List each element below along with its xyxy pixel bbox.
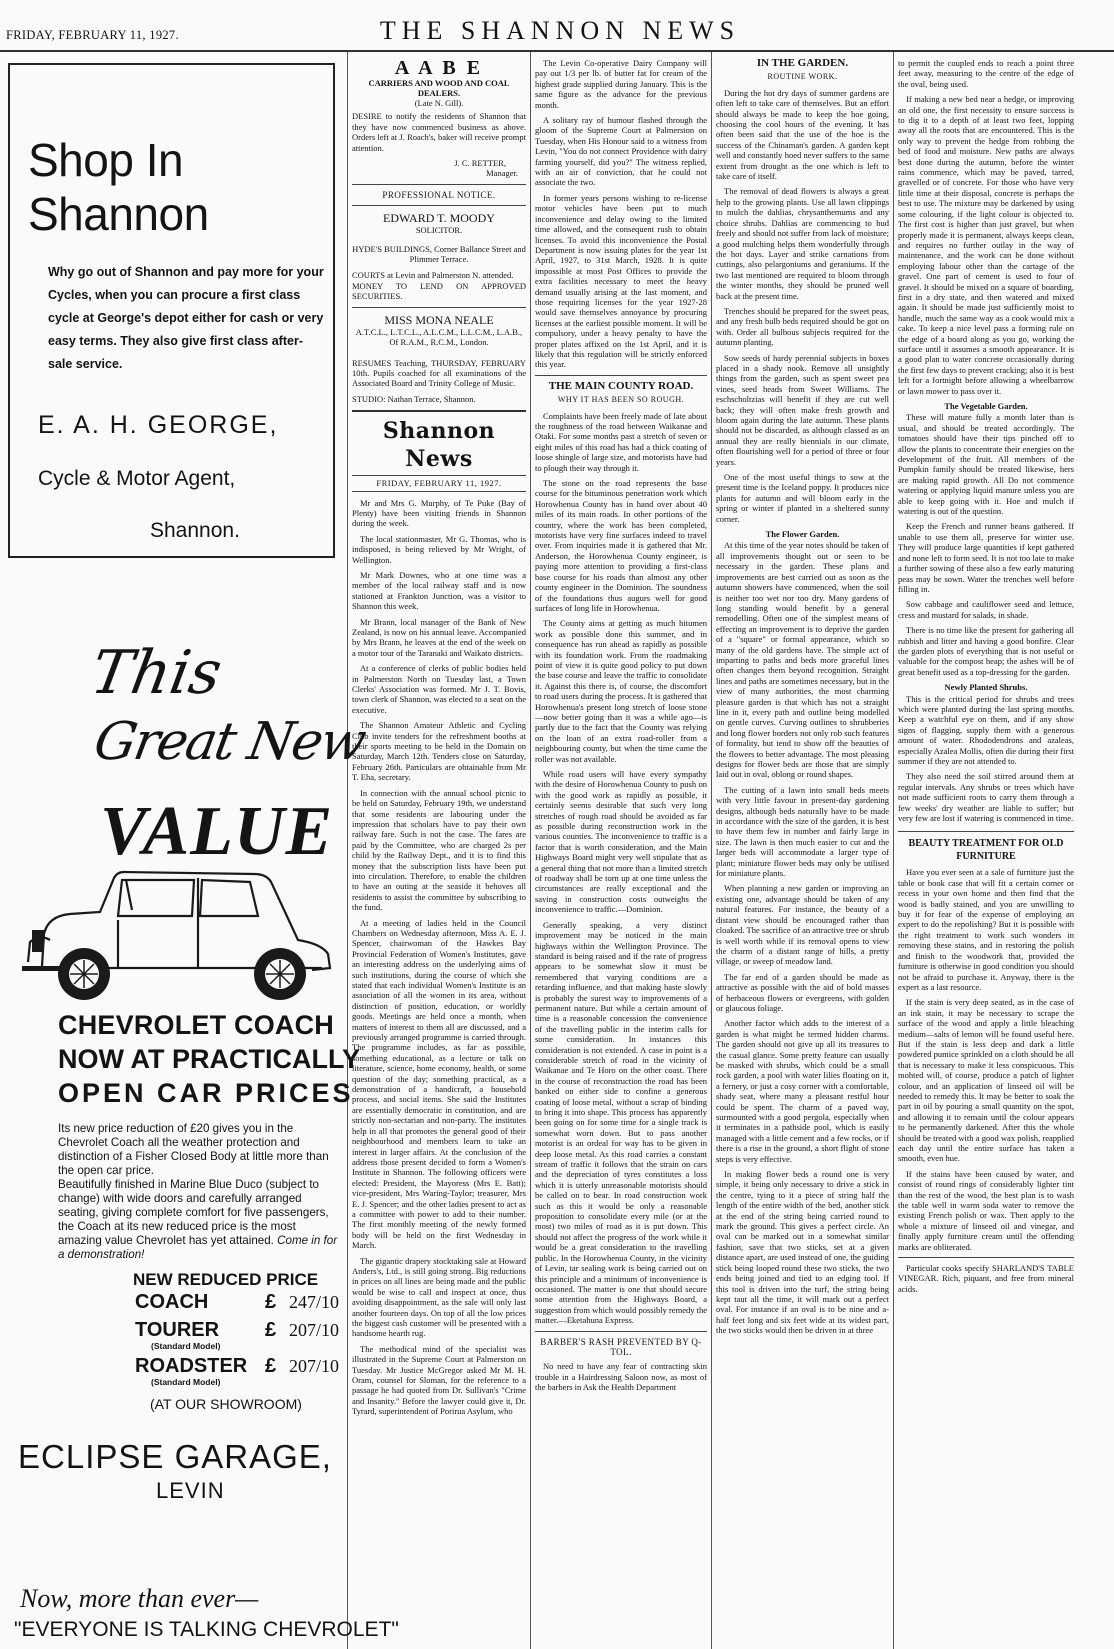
neale-name: MISS MONA NEALE bbox=[384, 312, 494, 327]
flower-paragraph: In making flower beds a round one is very simple, it being only necessary to drive a stick in the centre, tying to it a piece of string half the length of the entire width of the bed, another stick at the end of the string being carried round to mark the ground. This gives a perfect circle. An oval can be marked out in a somewhat similar fashion, save that two sticks, set at a given distance apart, are used instead of one, the guiding stick being looped round these two sticks, the two ends being joined and tied to an edging tool. If this tool is driven into the turf, the string being kept taut all the time, it will mark out a perfect oval. For instance if an oval is to be nine and a-half feet long and six feet wide at its widest part, the two sticks would then be driven in at three bbox=[716, 1169, 889, 1336]
column-divider bbox=[530, 52, 531, 1649]
flower-paragraph: The far end of a garden should be made as attractive as possible with the aid of bold masses of herbaceous flowers or evergreens, with golden or glaucous foliage. bbox=[716, 971, 889, 1013]
price-row-roadster bbox=[135, 1355, 345, 1389]
ad-headline-3: OPEN CAR PRICES bbox=[58, 1078, 354, 1108]
garden-paragraph: If making a new bed near a hedge, or improving an old one, the first necessity to ensure success is to dig it to a depth of at least two feet, lopping away all the roots that are encountered. This is the only way to prevent the hedge from robbing the bed of food and moisture. New paths are always best done during the autumn, before the winter rains commence, which may be paved, tarred, gravelled or of concrete. For those who have very little time at their disposal, concrete is perhaps the best to use. The mixture may be darkened by using some colouring, if the light colour is objected to. The first cost is higher than just gravel, but when properly made it is permanent, always keeps clean, and requires no further outlay in the way of maintenance, and the work can be done without employing labour other than the cartage of the gravel. One part of cement is used to four of gravel. It should be mixed on a square of boarding, first in a dry state, and then watered and mixed again. It should be made just sufficiently moist to handle, much the same way as a cook would mix a cake. To keep a nice level pass a forming rule on the edge of a board along as you go, working the surface until it assumes a smooth appearance. It is a good plan to water concrete occasionally during the first few days to prevent cracking; also it is best left for a fortnight before allowing a wheelbarrow or lawn mower to pass over it. bbox=[898, 94, 1074, 396]
column-divider bbox=[347, 52, 348, 1649]
car-illustration bbox=[22, 870, 340, 1002]
column-2 bbox=[352, 58, 526, 1649]
divider bbox=[352, 184, 526, 185]
news-paragraph: The local stationmaster, Mr G. Thomas, who is indisposed, is being relieved by Mr Wright, of Wellington. bbox=[352, 533, 526, 565]
aabe-sign-1: J. C. RETTER, bbox=[454, 158, 506, 169]
garden-paragraph: The removal of dead flowers is always a great help to the growing plants. Use all lawn clippings to mulch the dahlias, chrysanthemums and any choice shrubs. Dahlias are commencing to bud freely and should not suffer from lack of moisture; a good mulching helps them wonderfully through the hot days. Layer and strike carnations from cuttings, also pelargoniums and geraniums. If the two last mentioned are required to bloom through the winter months, they should be pruned well back at the present time. bbox=[716, 186, 889, 301]
divider bbox=[352, 410, 526, 412]
flower-paragraph: At this time of the year notes should be taken of all improvements thought out or seen to be necessary in the garden. These plans and improvements are best carried out as soon as the autumn showers have commenced, when the soil is neither too wet nor too dry. Many gardens of long standing would benefit by a general remodelling. Often one of the simplest means of effecting an improvement is to deprive the garden of a "square" or formal appearance, which so many of the old gardens have. The simple act of imparting to paths and beds more graceful lines often changes them beyond recognition. Straight lines and paths are sometimes necessary, but in the view of many authorities, the most charming pleasure garden is that which has not a straight line in it, every path and outline being modelled on gentle curves. Curving outlines to shrubberies and long flower borders not only rob such features of formality, but tend to show off the beauties of the flowers to better advantage. The most pleasing designs for flower beds are those that are simply laid out in oval, oblong or round shapes. bbox=[716, 540, 889, 780]
ad-body-2-text: Beautifully finished in Marine Blue Duco (subject to change) with wide doors and carefully arranged seating, giving complete comfort for five passengers, the Coach at its new reduced price is the most amazing value Chevrolet has yet attained. bbox=[58, 1178, 329, 1247]
flower-heading: The Flower Garden. bbox=[765, 529, 840, 540]
garden-paragraph: Sow seeds of hardy perennial subjects in boxes placed in a shady nook. Remove all unsightly things from the garden, such as spent sweet pea vines, seed heads from Sweet Williams. The eschscholtzias will benefit if they are cut well back; they will often make fresh growth and bloom again during the late autumn. These plants should not be discarded, as although classed as an annual they are really biennials in our climate, often flourishing well for a period of three or four years. bbox=[716, 352, 889, 467]
news-paragraph: At a conference of clerks of public bodies held in Palmerston North on Tuesday last, a Town Clerks' Association was formed. Mr J. T. Bovis, town clerk of Shannon, was elected to a seat on the executive. bbox=[352, 663, 526, 715]
neale-studio: STUDIO: Nathan Terrace, Shannon. bbox=[352, 393, 476, 404]
ad-merchant-name: E. A. H. GEORGE, bbox=[38, 411, 279, 439]
ad-script-this: This bbox=[85, 638, 227, 708]
price-currency: £ bbox=[265, 1355, 277, 1377]
news-paragraph: The Shannon Amateur Athletic and Cycling Club invite tenders for the refreshment booths at their sports meeting to be held in the Domain on Saturday, March 12th. Tenders close on Saturday, February 26th. Particulars are obtainable from Mr T. Eha, secretary. bbox=[352, 720, 526, 783]
vegetable-paragraph: There is no time like the present for gathering all rubbish and litter and having a good bonfire. Clear the garden plots of everything that is not useful or valuable for the compost heap; the ashes will be of great benefit used as a top-dressing for the garden. bbox=[898, 625, 1074, 677]
divider bbox=[535, 1331, 707, 1332]
divider bbox=[352, 307, 526, 308]
garage-town: LEVIN bbox=[156, 1478, 225, 1503]
price-currency: £ bbox=[265, 1319, 277, 1341]
beauty-title: BEAUTY TREATMENT FOR OLD FURNITURE bbox=[908, 838, 1064, 863]
news-date: FRIDAY, FEBRUARY 11, 1927. bbox=[352, 475, 526, 491]
news-paragraph: Mr Mark Downes, who at one time was a member of the local railway staff and is now stationed at Frankton Junction, was a visitor to Shannon this week. bbox=[352, 569, 526, 612]
ad-tagline-1: Now, more than ever— bbox=[20, 1584, 259, 1613]
price-heading: NEW REDUCED PRICE bbox=[133, 1270, 319, 1289]
road-title: THE MAIN COUNTY ROAD. bbox=[548, 379, 694, 392]
garage-name: ECLIPSE GARAGE, bbox=[18, 1438, 332, 1475]
vegetable-paragraph: Keep the French and runner beans gathered. If unable to use them all, preserve for winter use. They will produce large quantities if kept gathered and none left to form seed. It is not too late to make a further sowing of these also a few early maturing peas may be sown. Water the trenches well before filling in. bbox=[898, 521, 1074, 594]
shrub-heading: Newly Planted Shrubs. bbox=[944, 682, 1028, 693]
moody-address: HYDE'S BUILDINGS, Corner Ballance Street and Plimmer Terrace. bbox=[352, 243, 526, 265]
neale-of: Of R.A.M., R.C.M., London. bbox=[389, 337, 489, 348]
aabe-sign-2: Manager. bbox=[486, 168, 518, 179]
beauty-paragraph: If the stain is very deep seated, as in the case of an ink stain, it may be necessary to scrape the surface of the wood and apply a little bleaching medium—salts of lemon will be found useful here. But if the stain is less deep and dark a little powdered pumice sprinkled on a cloth should be all that is necessary to make it less conspicuous. This mohted will, of course, produce a patch of lighter colour, and an application of linseed oil will be needed to remedy this. It may be better to soak the part in oil by pouring a small quantity on the spot, and allowing it to remain until the colour appears to be permanently darkened. After this the whole should be treated with a good wax polish, reapplied each day until the entire surface has taken a smooth, even hue. bbox=[898, 997, 1074, 1164]
price-currency: £ bbox=[265, 1291, 277, 1313]
ad-headline-2: NOW AT PRACTICALLY bbox=[58, 1044, 360, 1074]
vegetable-heading: The Vegetable Garden. bbox=[944, 401, 1028, 411]
news-paragraph: In former years persons wishing to re-license motor vehicles have been put to much inconvenience and delay owing to the limited time allowed, and the consequent rush to obtain licenses. To avoid this inconvenience the Postal Department is now issuing plates for the year 1st April, 1927, to 31st March, 1928. It is quite impossible at most Post Offices to provide the extra facilities necessary to meet the heavy demand usually arising at the last moment, and those requiring licenses for the year 1927-28 would save themselves annoyance by procuring licenses at the earliest possible moment. It will be compulsory, under a heavy penalty to have the proper plates affixed on the 1st April, and it is likely that this regulation will be strictly enforced this year. bbox=[535, 192, 707, 370]
column-divider bbox=[893, 52, 894, 1649]
vegetable-paragraph: Sow cabbage and cauliflower seed and lettuce, cress and mustard for salads, in shade. bbox=[898, 599, 1074, 620]
professional-notice: PROFESSIONAL NOTICE. bbox=[382, 189, 496, 200]
beauty-paragraph: If the stains have been caused by water, and consist of round rings of considerably lighter tint than the rest of the wood, the best plan is to wash the table well in warm soda water to remove the existing French polish or wax. Then apply to the whole a mixture of linseed oil and vinegar, and finally apply furniture cream until the offending marks are obliterated. bbox=[898, 1168, 1074, 1252]
price-value: 247/10 bbox=[289, 1292, 340, 1312]
divider bbox=[535, 375, 707, 376]
price-row-tourer bbox=[135, 1319, 345, 1353]
ad-body-2-emphasis: Come in for a demonstration! bbox=[58, 1234, 338, 1261]
price-model: COACH bbox=[135, 1291, 209, 1313]
shrub-paragraph: They also need the soil stirred around them at regular intervals. Any shrubs or trees which have not made sufficient roots to carry them through a few weeks' dry weather are liable to suffer; but very few are lost if watering is commenced in time. bbox=[898, 771, 1074, 824]
cooks-notice: Particular cooks specify SHARLAND'S TABLE VINEGAR. Rich, piquant, and free from mineral acids. bbox=[898, 1263, 1074, 1294]
column-5 bbox=[898, 58, 1074, 1649]
price-value: 207/10 bbox=[289, 1320, 340, 1340]
ad-tagline-2: "EVERYONE IS TALKING CHEVROLET" bbox=[14, 1618, 399, 1641]
news-paragraph: The Levin Co-operative Dairy Company will pay out 1/3 per lb. of butter fat for cream of the highest grade supplied during January. This is the same figure as the advance for the previous month. bbox=[535, 58, 707, 110]
showroom-note: (AT OUR SHOWROOM) bbox=[150, 1396, 302, 1412]
ad-headline-1: CHEVROLET COACH bbox=[58, 1010, 335, 1040]
garden-paragraph: One of the most useful things to sow at the present time is the Iceland poppy. It produces nice plants for autumn and will bloom early in the spring or winter if planted in a sheltered sunny corner. bbox=[716, 472, 889, 524]
moody-title: SOLICITOR. bbox=[415, 225, 463, 236]
news-title: Shannon News bbox=[382, 418, 496, 473]
flower-paragraph: When planning a new garden or improving an existing one, advantage should be taken of any natural features. For instance, the beauty of a distant view should be encouraged rather than cloaked. The sacrifice of an attractive tree or shrub is well worth while if its removal opens to view the charm of a distant range of hills, a pretty village, or sweep of meadow land. bbox=[716, 883, 889, 967]
moody-courts: COURTS at Levin and Palmerston N. attended. bbox=[352, 270, 514, 281]
flower-paragraph: The cutting of a lawn into small beds meets with very little favour in present-day gardening designs, although beds naturally have to be made in accordance with the size of the garden, it is best to have them few in number and fairly large in size. The lawn is then much easier to cut and the larger beds will accommodate a larger type of plant; miniature flower beds may only be utilised for miniature plants. bbox=[716, 784, 889, 879]
ad-headline: Shop In Shannon bbox=[28, 134, 209, 240]
flower-paragraph: Another factor which adds to the interest of a garden is what might be termed hidden charms. The garden should not give up all its treasures to the casual glance. Some pretty feature can usually be masked with shrubs, which could be a small rock garden, a pool with water lilies floating on it, a fernery, or just a cosy corner with a comfortable, shady seat, where many a pleasant restful hour could be spent. The charm of a paved way, surmounted with a good pergola, especially when it terminates in a pathside pool, which is easily managed with a little cement and a few rocks, or if there is a rise in the ground, a short flight of stone steps is very effective. bbox=[716, 1018, 889, 1164]
masthead-rule bbox=[0, 50, 1114, 52]
divider bbox=[898, 1257, 1074, 1258]
price-note: (Standard Model) bbox=[151, 1341, 221, 1351]
garden-paragraph: Trenches should be prepared for the sweet peas, and any fresh bulb beds required should be got on with. Order all bulbous subjects required for the autumn planting. bbox=[716, 305, 889, 348]
aabe-body: DESIRE to notify the residents of Shannon that they have now commenced business as above. Orders left at J. Roach's, baker will receive prompt attention. bbox=[352, 111, 526, 153]
barber-title: BARBER'S RASH PREVENTED BY Q-TOL. bbox=[540, 1336, 702, 1357]
garden-title: IN THE GARDEN. bbox=[756, 58, 849, 69]
ad-body-1: Its new price reduction of £20 gives you in the Chevrolet Coach all the weather protection and distinction of a Fisher Closed Body at little more than the open car price. bbox=[58, 1122, 329, 1177]
beauty-paragraph: Have you ever seen at a sale of furniture just the table or book case that will fit a certain corner or recess in your own home and then find that the wood is badly stained, and you are unwilling to buy it for fear of the expense of employing an expert to do the repolishing? But it is possible with the right treatment to work such wonders in removing these stains, and in restoring the polish and finish to the woodwork that, provided the furniture is otherwise in good condition you should not be afraid to purchase it. Anyway, there is the expert as a last resource. bbox=[898, 867, 1074, 992]
masthead-title: THE SHANNON NEWS bbox=[379, 16, 741, 45]
news-paragraph: The gigantic drapery stocktaking sale at Howard Anders's, Ltd., is still going strong. Big reductions in prices on all lines are being made and the public would be wise to call and inspect at once, thus avoiding disappointment, as the sale will only last another fourteen days. On top of all the low prices the biggest cash customer will be presented with a handsome hearth rug. bbox=[352, 1255, 526, 1339]
moody-name: EDWARD T. MOODY bbox=[383, 211, 495, 226]
ad-script-value: VALUE bbox=[100, 793, 334, 870]
road-subtitle: WHY IT HAS BEEN SO ROUGH. bbox=[557, 395, 685, 405]
column-divider bbox=[711, 52, 712, 1649]
price-row-coach bbox=[135, 1291, 345, 1315]
road-paragraph: While road users will have every sympathy with the desire of Horowhenua County to push on with the good work as rapidly as possible, it certainly seems desirable that such very long stretches of rough road should be avoided as far as possible during reconstruction work in the various counties. The inconvenience to traffic is a factor that is worth consideration, and the Main Highways Board might very well stipulate that as a general thing that not more than a limited stretch of roadway shall be torn up at one time unless the circumstances are really exceptional and the saving in construction costs outweighs the inconvenience to traffic.—Dominion. bbox=[535, 769, 707, 915]
news-paragraph: The methodical mind of the specialist was illustrated in the Supreme Court at Palmerston on Tuesday. Mr Justice McGregor asked Mr M. H. Oram, counsel for Sloman, for the reference to a passage he had quoted from Dr. Sullivan's "Crime and Insanity." Before the lawyer could give it, Dr. Tyrard, superintendent of Porirua Asylum, who bbox=[352, 1343, 526, 1417]
vegetable-paragraph: These will mature fully a month later than is usual, and should be treated accordingly. The tomatoes should have their tips pinched off to allow the plants to concentrate their energies on the development of the fruit. All members of the Pumpkin family should be treated likewise, hers are making rapid growth. All Do not commence watering or applying liquid manure unless you are able to keep going with it. Hoe and mulch if watering is out of the question. bbox=[898, 412, 1074, 517]
moody-money: MONEY TO LEND ON APPROVED SECURITIES. bbox=[352, 280, 526, 302]
column-3 bbox=[535, 58, 707, 1649]
news-paragraph: At a meeting of ladies held in the Council Chambers on Wednesday afternoon, Miss A. E. J. Spencer, chairwoman of the Hawkes Bay Provincial Federation of Women's Institutes, gave an interesting address on the underlying aims of such institutions, during the course of which she stated that each individual Women's Institute is an association of all the women in its area, without distinction of position, education, or worldly goods. Meetings are held once a month, when matters of interest to them all are discussed, and a previously arranged programme is carried through. The programme includes, as far as possible, something educational, as a lecture or talk on literature, science, home economy, health, or some question of the day; something practical, as a demonstration of a handicraft, a household process, and social items. She said the Institutes are essentially democratic in constitution, and are strictly non-sectarian and non-party. The institutes help in all that promotes the general good of their neighbourhood and members learn to take an interest in larger affairs. At the conclusion of the address those present decided to form a Women's Institute in Shannon. The following officers were elected: President, the Mayoress (Mrs E. Batt); vice-president, Mrs Waring-Taylor; treasurer, Mrs E. J. Spencer; and the other ladies present to act as a committee with power to add to their number. The first monthly meeting of the newly formed body will be held on the first Wednesday in March. bbox=[352, 917, 526, 1251]
price-value: 207/10 bbox=[289, 1356, 340, 1376]
road-paragraph: Generally speaking, a very distinct improvement may be noticed in the main highways within the Wellington Province. The standard is being raised and if the rate of progress appears to be somewhat slow it must be remembered that varying conditions are a retarding influence, and that making haste slowly is probably the surest way to improvements of a permanent nature. But while a certain amount of time is a reasonable concession the convenience of the travelling public in the interim calls for some consideration. In instances this consideration is not extended. A case in point is a considerable stretch of road in the vicinity of Waikanae and Te Horo on the other coast. There in the course of reconstruction the road has been banked on either side to confine a generous coating of loose metal, without a scrap of binding to bring it into shape. This process has apparently been going on for some time for a single track is somewhat worn down. But to pass another motorist is an ordeal for way has to be given in deep loose metal. As this road carries a constant stream of traffic it follows that the strain on cars and the depreciation of tyres constitutes a loss which it is utterly unreasonable motorists should be called on to bear. In road construction work such as this it would be only a reasonable proposition to consolidate every mile (or at the most) two miles of road as it is put down. This should not affect the progress of the work while it would be a great consideration to the travelling public. In the Horowhenua County, in the vicinity of Levin, tar sealing work is being carried out on this principle and a minimum of inconvenience is occasioned. The matter is one that should secure some attention from the Highways Board, a suggestion from which would possibly remedy the matter.—Eketahuna Express. bbox=[535, 919, 707, 1326]
aabe-late: (Late N. Gill). bbox=[414, 98, 464, 108]
shrub-paragraph: This is the critical period for shrubs and trees which were planted during the last spring months. Keep a watchful eye on them, and if any show signs of flagging, supply them with a generous amount of water. Rhododendrons and azaleas, especially Azalea Mollis, often die during their first summer if they are not attended to. bbox=[898, 693, 1074, 766]
news-paragraph: Mr and Mrs G. Murphy, of Te Puke (Bay of Plenty) have been visiting friends in Shannon during the week. bbox=[352, 497, 526, 529]
price-note: (Standard Model) bbox=[151, 1377, 221, 1387]
neale-qualifications: A.T.C.L., L.T.C.L., A.L.C.M., L.L.C.M., L.A.B., bbox=[355, 326, 523, 337]
ad-body-2 bbox=[58, 1178, 342, 1262]
road-paragraph: The County aims at getting as much bitumen work as possible done this summer, and in consequence has run ahead as rapidly as possible with its foundation work. From the roadmaking point of view it is quite good policy to put down the base course and leave the traffic to consolidate it. Against this there is, of course, the discomfort to road users during the process. It is gathered that Horowhenua's present long stretch of loose stone—now better going than it was a while ago—is partly due to the fact that the County was relying on the loan of an extra road-roller from a neighbouring county, but when the time came the roller was not available. bbox=[535, 618, 707, 764]
price-model: ROADSTER bbox=[135, 1355, 248, 1377]
ad-merchant-town: Shannon. bbox=[150, 519, 240, 542]
price-model: TOURER bbox=[135, 1319, 220, 1341]
ad-merchant-trade: Cycle & Motor Agent, bbox=[38, 467, 236, 490]
aabe-name: A A B E bbox=[394, 58, 484, 79]
neale-body: RESUMES Teaching, THURSDAY, FEBRUARY 10th. Pupils coached for all examinations of the Associated Board and Trinity College of Music. bbox=[352, 357, 526, 389]
ad-script-great-new: Great New bbox=[89, 712, 369, 772]
road-paragraph: The stone on the road represents the base course for the bituminous penetration work which Horowhenua County has in hand over about 40 miles of its main roads. In other portions of the country, where the work has been completed, motorists have very fine surfaces indeed to travel over. From inquiries made it is gathered that Mr. Anderson, the Horowhenua County engineer, is paying more attention to providing a first-class base course for his roads than almost any other county engineer in the Dominion. The soundness of the foundations thus augurs well for good surfaces of long life in Horowhenua. bbox=[535, 478, 707, 613]
garden-paragraph: to permit the coupled ends to reach a point three feet away, measuring to the centre of the edge of the oval, being used. bbox=[898, 58, 1074, 89]
divider bbox=[898, 831, 1074, 832]
masthead-date: FRIDAY, FEBRUARY 11, 1927. bbox=[6, 28, 179, 42]
road-paragraph: Complaints have been freely made of late about the roughness of the road between Waikanae and Otaki. For some months past a stretch of seven or eight miles of this road has had a thick coating of loose shingle of large size, and motorists have had to plough their way through it. bbox=[535, 410, 707, 473]
garden-subtitle: ROUTINE WORK. bbox=[767, 72, 838, 82]
barber-paragraph: No need to have any fear of contracting skin trouble in a Hairdressing Saloon now, as most of the barbers in Ask the Health Department bbox=[535, 1361, 707, 1393]
column-4 bbox=[716, 58, 889, 1649]
news-paragraph: A solitary ray of humour flashed through the gloom of the Supreme Court at Palmerston on Tuesday, when His Honour said to a witness from Levin, "You do not connect Providence with dairy farming yourself, did you?" The witness replied, with an air of conviction, that he could not associate the two. bbox=[535, 115, 707, 188]
news-paragraph: In connection with the annual school picnic to be held on Saturday, February 19th, we understand that some residents are labouring under the impression that scholars have to pay their own railway fare. Such is not the case. The fares are paid by the Committee, who are charged 2s per child by the Railway Dept., and it is to find this money that the subscription lists have been put into circulation. Therefore, to enable the children to have an outing at the seaside it behoves all residents to assist the committee by subscribing to the fund. bbox=[352, 787, 526, 913]
ad-body: Why go out of Shannon and pay more for your Cycles, when you can procure a first class cycle at George's depot either for cash or very easy terms. They also give first class after-sale service. bbox=[48, 265, 324, 371]
aabe-trade: CARRIERS AND WOOD AND COAL DEALERS. bbox=[368, 78, 510, 98]
news-paragraph: Mr Brann, local manager of the Bank of New Zealand, is now on his annual leave. Accompanied by Mrs Brann, he leaves at the end of the week on a motor tour of the Taranaki and Waikato districts. bbox=[352, 616, 526, 658]
divider bbox=[352, 205, 526, 206]
garden-paragraph: During the hot dry days of summer gardens are often left to take care of themselves. But an effort should always be made to keep the hoe going, choosing the cool hours of the evening. It has often been said that the use of the hoe is the success of the Chinaman's garden. A garden kept well and constantly hoed never suffers to the same extent from drought as the one which is left to take care of itself. bbox=[716, 87, 889, 182]
shop-in-shannon-ad bbox=[8, 63, 335, 558]
